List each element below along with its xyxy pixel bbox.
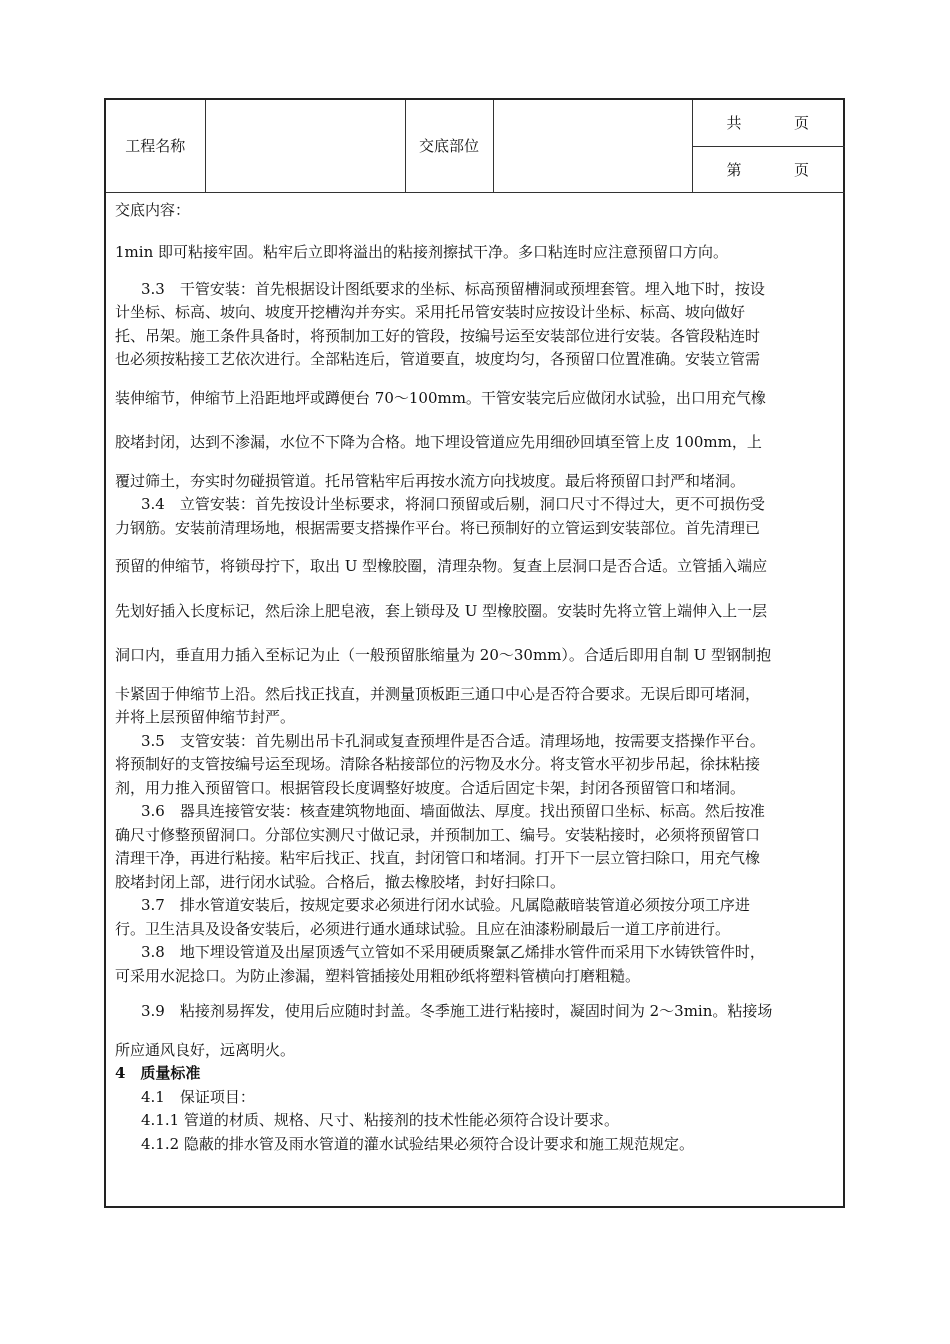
line: 3.5 支管安装：首先剔出吊卡孔洞或复查预埋件是否合适。清理场地，按需要支搭操作平台。 (141, 731, 765, 750)
line: 所应通风良好，远离明火。 (115, 1040, 296, 1059)
total-pages-cell (692, 100, 845, 146)
line: 覆过筛土，夯实时勿碰损管道。托吊管粘牢后再按水流方向找坡度。最后将预留口封严和堵洞。 (115, 471, 746, 490)
content-heading: 交底内容： (115, 200, 191, 219)
page-no-cell (692, 146, 845, 192)
line: 并将上层预留伸缩节封严。 (115, 708, 296, 726)
line: 胶堵封闭，达到不渗漏，水位不下降为合格。地下埋设管道应先用细砂回填至管上皮 100mm，上 (115, 433, 762, 451)
line: 计坐标、标高、坡向、坡度开挖槽沟并夯实。采用托吊管安装时应按设计坐标、标高、坡向做好 (115, 303, 746, 321)
line: 可采用水泥捻口。为防止渗漏，塑料管插接处用粗砂纸将塑料管横向打磨粗糙。 (115, 966, 641, 985)
section-4-1-2: 4.1.2 隐蔽的排水管及雨水管道的灌水试验结果必须符合设计要求和施工规范规定。 (141, 1134, 694, 1153)
disclosure-content (106, 193, 843, 1157)
line: 3.7 排水管道安装后，按规定要求必须进行闭水试验。凡属隐蔽暗装管道必须按分项工序进 (141, 896, 750, 914)
section-4-1-1: 4.1.1 管道的材质、规格、尺寸、粘接剂的技术性能必须符合设计要求。 (141, 1111, 619, 1129)
paragraph-intro: 1min 即可粘接牢固。粘牢后立即将溢出的粘接剂擦拭干净。多口粘连时应注意预留口方向。 (115, 243, 728, 261)
section-4-1: 4.1 保证项目： (141, 1087, 255, 1106)
line: 力钢筋。安装前清理场地，根据需要支搭操作平台。将已预制好的立管运到安装部位。首先清理已 (115, 518, 761, 537)
line: 清理干净，再进行粘接。粘牢后找正、找直，封闭管口和堵洞。打开下一层立管扫除口，用充气橡 (115, 849, 761, 867)
line: 将预制好的支管按编号运至现场。清除各粘接部位的污物及水分。将支管水平初步吊起，徐抹粘接 (115, 755, 761, 773)
line: 3.3 干管安装：首先根据设计图纸要求的坐标、标高预留槽洞或预埋套管。埋入地下时，按设 (141, 279, 765, 298)
section-3-8 (115, 941, 835, 988)
total-pages-left: 共 (726, 114, 742, 133)
header-table (106, 100, 845, 193)
location-value[interactable] (493, 100, 692, 192)
line: 确尺寸修整预留洞口。分部位实测尺寸做记录，并预制加工、编号。安装粘接时，必须将预留管口 (115, 825, 761, 844)
section-3-6 (115, 800, 835, 894)
line: 3.8 地下埋设管道及出屋顶透气立管如不采用硬质聚氯乙烯排水管件而采用下水铸铁管件时， (141, 943, 765, 961)
line: 行。卫生洁具及设备安装后，必须进行通水通球试验。且应在油漆粉刷最后一道工序前进行。 (115, 919, 731, 938)
line: 预留的伸缩节，将锁母拧下，取出 U 型橡胶圈，清理杂物。复查上层洞口是否合适。立管插入端应 (115, 557, 768, 575)
section-4-title: 4 质量标准 (115, 1064, 201, 1082)
line: 装伸缩节，伸缩节上沿距地坪或蹲便台 70～100mm。干管安装完后应做闭水试验，出口用充气橡 (115, 388, 766, 407)
line: 胶堵封闭上部，进行闭水试验。合格后，撤去橡胶堵，封好扫除口。 (115, 872, 566, 891)
page-no-left: 第 (726, 160, 742, 179)
total-pages-right: 页 (793, 114, 809, 133)
line: 也必须按粘接工艺依次进行。全部粘连后，管道要直，坡度均匀，各预留口位置准确。安装立管需 (115, 350, 761, 368)
line: 3.4 立管安装：首先按设计坐标要求，将洞口预留或后剔，洞口尺寸不得过大，更不可损伤受 (141, 495, 765, 513)
section-3-7 (115, 894, 835, 941)
line: 3.6 器具连接管安装：核查建筑物地面、墙面做法、厚度。找出预留口坐标、标高。然后按准 (141, 802, 765, 820)
line: 卡紧固于伸缩节上沿。然后找正找直，并测量顶板距三通口中心是否符合要求。无误后即可堵洞， (115, 684, 761, 703)
project-name-value[interactable] (205, 100, 405, 192)
line: 托、吊架。施工条件具备时，将预制加工好的管段，按编号运至安装部位进行安装。各管段粘连时 (115, 326, 761, 345)
line: 洞口内，垂直用力插入至标记为止（一般预留胀缩量为 20～30mm）。合适后即用自制 U 型钢制抱 (115, 646, 772, 664)
section-3-3 (115, 278, 835, 494)
line: 先划好插入长度标记，然后涂上肥皂液，套上锁母及 U 型橡胶圈。安装时先将立管上端伸入上一层 (115, 601, 768, 620)
location-label: 交底部位 (405, 100, 493, 192)
disclosure-sheet (104, 98, 845, 1208)
project-name-label: 工程名称 (106, 100, 205, 192)
page-no-right: 页 (793, 160, 809, 179)
section-3-5 (115, 730, 835, 801)
section-3-4 (115, 493, 835, 730)
section-3-9 (115, 1000, 835, 1062)
line: 3.9 粘接剂易挥发，使用后应随时封盖。冬季施工进行粘接时，凝固时间为 2～3min。粘接场 (141, 1002, 773, 1020)
line: 剂，用力推入预留管口。根据管段长度调整好坡度。合适后固定卡架，封闭各预留管口和堵洞。 (115, 778, 746, 797)
